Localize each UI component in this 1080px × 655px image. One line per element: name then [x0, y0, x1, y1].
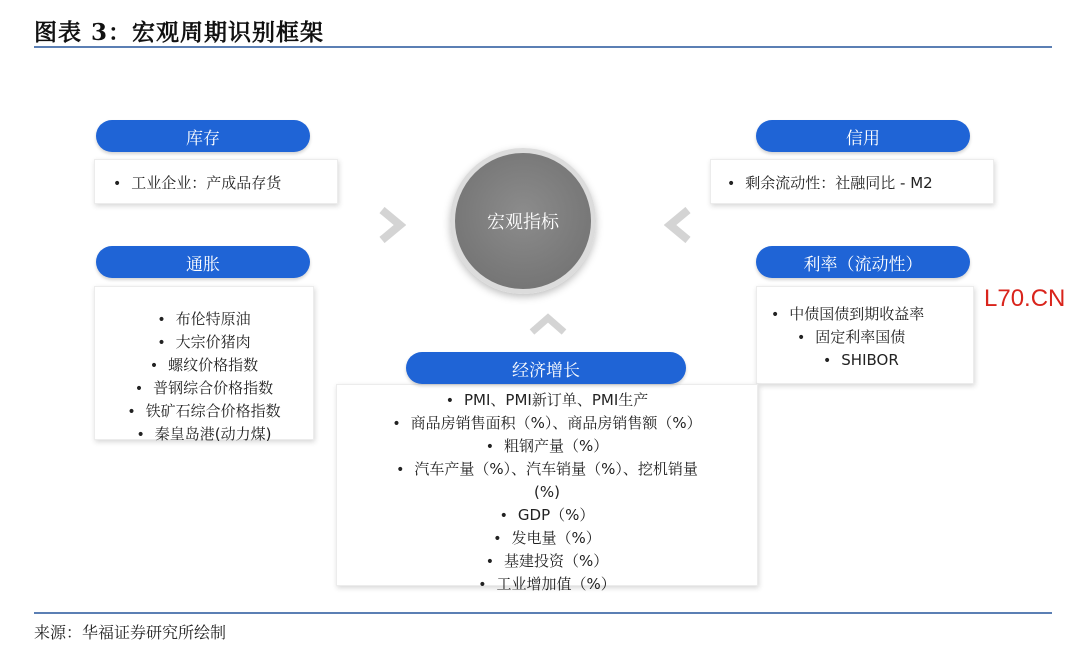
figure-title: 图表 3：宏观周期识别框架: [34, 19, 325, 46]
credit-pill: [756, 120, 970, 152]
growth-item: • 发电量（%）: [337, 527, 757, 550]
inflation-item: • 普钢综合价格指数: [95, 377, 313, 400]
credit-item: • 剩余流动性：社融同比 - M2: [727, 172, 993, 195]
chevron-up-icon: [528, 312, 568, 336]
inflation-item: • 布伦特原油: [95, 308, 313, 331]
growth-box: [336, 384, 758, 593]
inventory-item: • 工业企业：产成品存货: [113, 172, 337, 195]
growth-item-continuation: [337, 481, 757, 504]
rates-item: • SHIBOR: [757, 349, 973, 372]
growth-title: 经济增长: [512, 360, 580, 381]
rates-title: 利率（流动性）: [803, 254, 923, 275]
top-rule: [34, 46, 1052, 48]
inflation-item: • 秦皇岛港(动力煤): [95, 423, 313, 446]
credit-box: [710, 159, 994, 204]
inventory-box: [94, 159, 338, 204]
growth-pill: [406, 352, 686, 384]
macro-indicator-circle: [450, 148, 596, 294]
inflation-item: • 螺纹价格指数: [95, 354, 313, 377]
rates-item: • 固定利率国债: [757, 326, 973, 349]
rates-box: [756, 286, 974, 384]
source-note: 来源：华福证券研究所绘制: [34, 623, 227, 642]
rates-pill: [756, 246, 970, 278]
inflation-item: • 铁矿石综合价格指数: [95, 400, 313, 423]
growth-item: • GDP（%）: [337, 504, 757, 527]
growth-item: • 粗钢产量（%）: [337, 435, 757, 458]
growth-item-continuation-text: (%): [534, 483, 560, 501]
inflation-box: [94, 286, 314, 443]
bottom-rule: [34, 612, 1052, 614]
watermark: L70.CN: [984, 285, 1066, 312]
growth-item: • PMI、PMI新订单、PMI生产: [337, 389, 757, 412]
inflation-item: • 大宗价猪肉: [95, 331, 313, 354]
growth-item: • 商品房销售面积（%）、商品房销售额（%）: [337, 412, 757, 435]
credit-title: 信用: [846, 128, 880, 149]
macro-indicator-label: 宏观指标: [487, 212, 559, 233]
inflation-pill: [96, 246, 310, 278]
growth-item: • 工业增加值（%）: [337, 573, 757, 596]
growth-item: • 基建投资（%）: [337, 550, 757, 573]
inventory-pill: [96, 120, 310, 152]
rates-item: • 中债国债到期收益率: [757, 303, 973, 326]
chevron-left-icon: [664, 207, 694, 243]
chevron-right-icon: [376, 207, 406, 243]
inflation-title: 通胀: [186, 254, 220, 275]
growth-item: • 汽车产量（%）、汽车销量（%）、挖机销量: [337, 458, 757, 481]
inventory-title: 库存: [186, 128, 220, 149]
